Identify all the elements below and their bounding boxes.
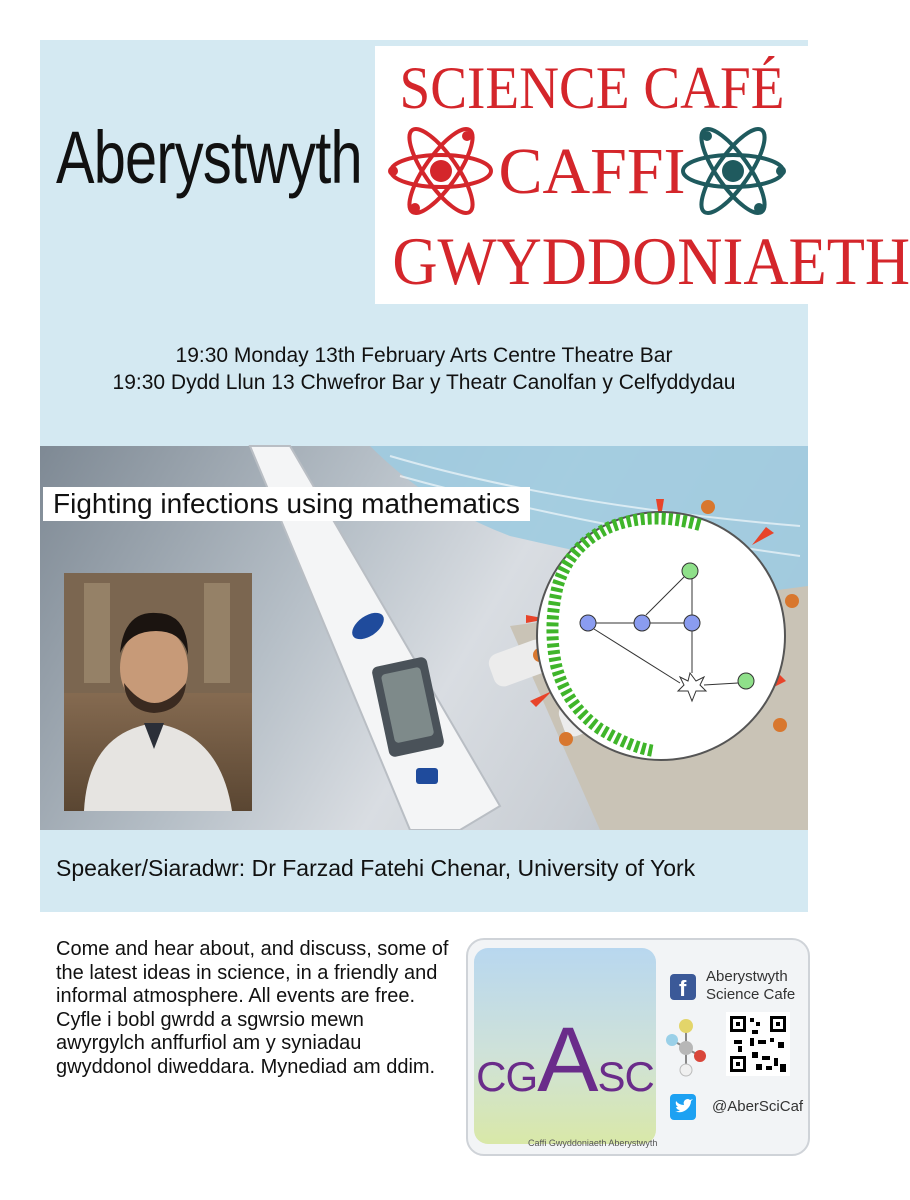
molecule-icon xyxy=(664,1016,708,1080)
event-line-welsh: 19:30 Dydd Llun 13 Chwefror Bar y Theatr Canolfan y Celfyddydau xyxy=(112,371,736,394)
red-atom-icon xyxy=(385,128,497,214)
speaker-line: Speaker/Siaradwr: Dr Farzad Fatehi Chenar, University of York xyxy=(56,855,696,881)
teal-atom-icon xyxy=(677,128,789,214)
twitter-icon[interactable] xyxy=(670,1094,696,1120)
logo-line-gwyddoniaeth: GWYDDONIAETH xyxy=(392,223,910,299)
cgasc-logo-a: A xyxy=(537,1009,598,1111)
event-line-english: 19:30 Monday 13th February Arts Centre Theatre Bar xyxy=(175,344,673,367)
cgasc-logo-suffix: SC xyxy=(597,1053,654,1100)
cgasc-card xyxy=(466,938,810,1156)
cgasc-logo-prefix: CG xyxy=(476,1053,538,1100)
city-title: Aberystwyth xyxy=(56,116,362,199)
facebook-line2: Science Cafe xyxy=(706,986,796,1003)
facebook-name[interactable] xyxy=(706,968,795,1004)
about-welsh: Cyfle i bobl gwrdd a sgwrsio mewn awyrgylch anffurfiol am y syniadau gwyddonol diweddara. Mynediad am ddim. xyxy=(56,1008,436,1078)
science-cafe-logo xyxy=(375,46,910,304)
about-english: Come and hear about, and discuss, some of the latest ideas in science, in a friendly and informal atmosphere. All events are free. xyxy=(56,938,449,1007)
about-text xyxy=(56,938,456,1079)
event-details xyxy=(40,342,808,396)
twitter-handle[interactable]: @AberSciCaf xyxy=(712,1098,804,1115)
cgasc-logo xyxy=(474,948,656,1144)
cgasc-footer: Caffi Gwyddoniaeth Aberystwyth xyxy=(528,1138,658,1148)
speaker-photo xyxy=(64,573,252,811)
qr-code-icon[interactable] xyxy=(726,1012,790,1076)
logo-line-caffi: CAFFI xyxy=(498,135,686,208)
svg-text:f: f xyxy=(679,976,687,1001)
infection-model-diagram xyxy=(530,505,792,767)
talk-title: Fighting infections using mathematics xyxy=(43,487,530,521)
logo-line-science-cafe: SCIENCE CAFÉ xyxy=(399,55,785,121)
facebook-icon[interactable] xyxy=(670,974,696,1000)
facebook-line1: Aberystwyth xyxy=(706,968,788,985)
